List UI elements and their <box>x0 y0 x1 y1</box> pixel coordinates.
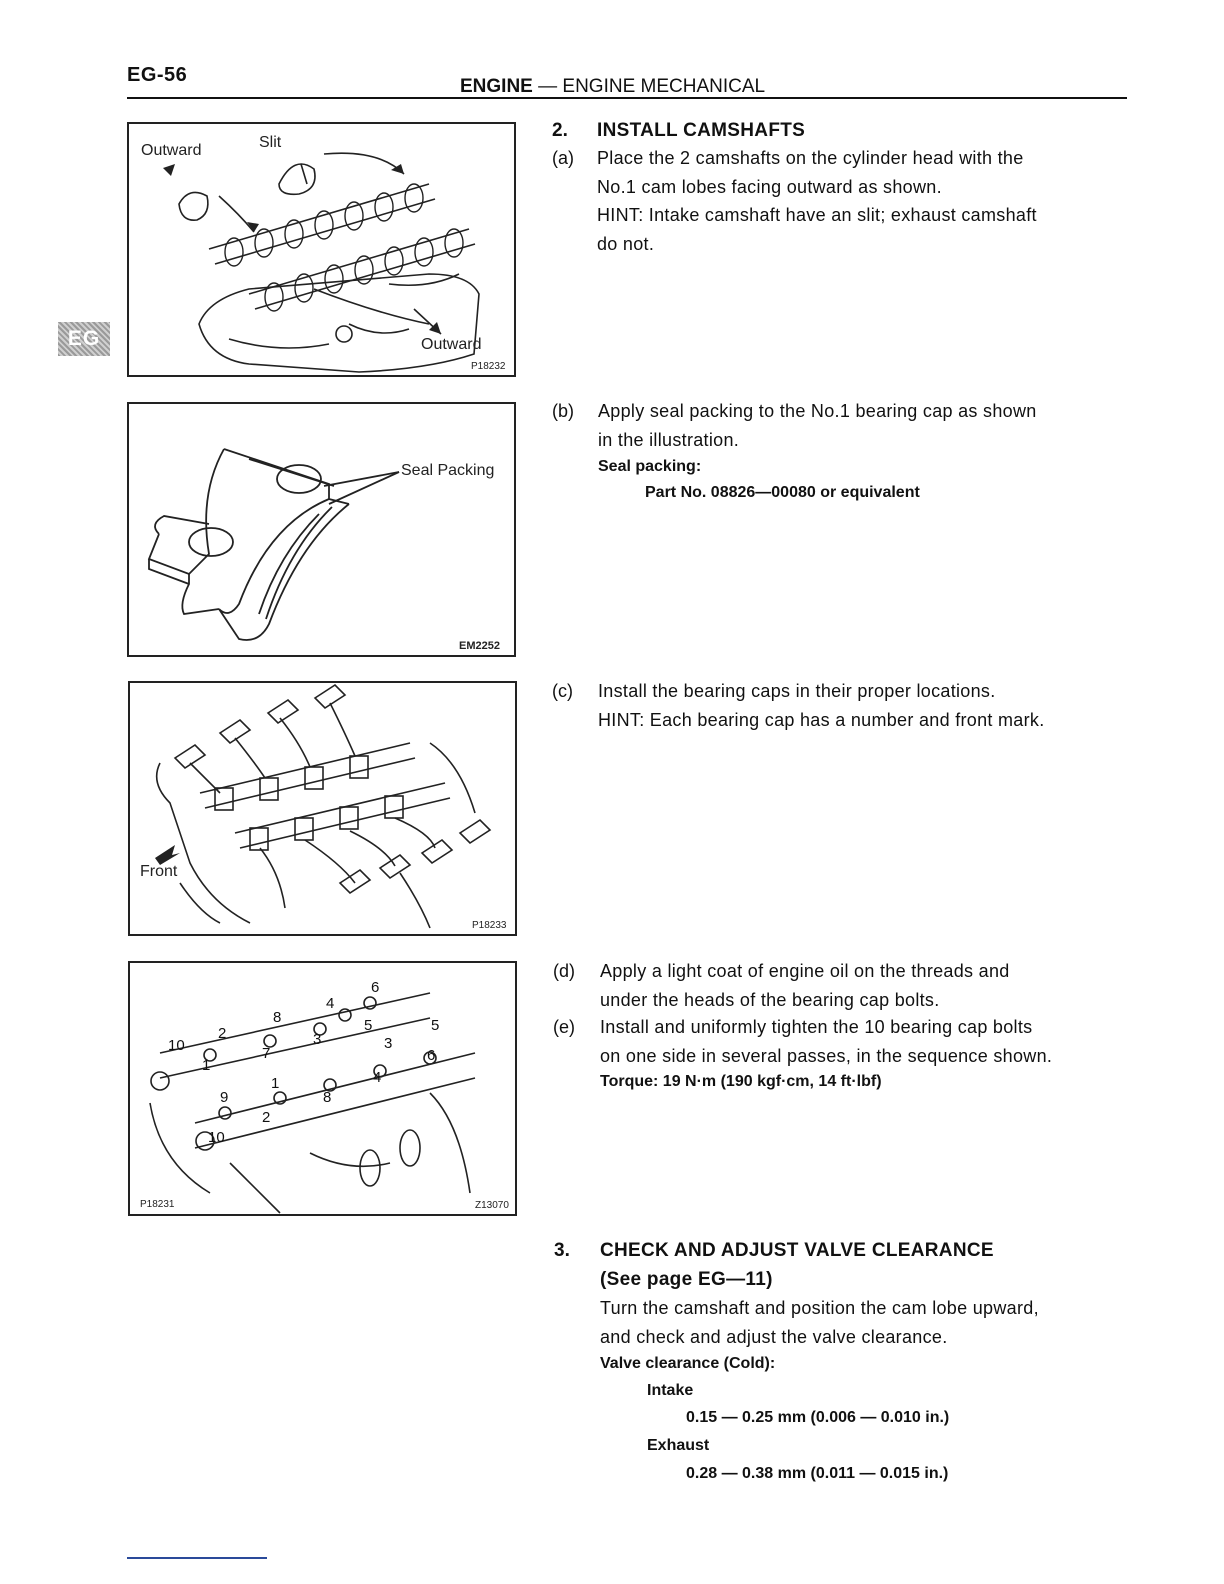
header-rule <box>127 97 1127 99</box>
seq-num: 4 <box>373 1069 382 1086</box>
text-line: HINT: Each bearing cap has a number and front mark. <box>598 709 1045 730</box>
seq-num: 3 <box>384 1035 393 1052</box>
figure-code: P18232 <box>471 361 506 372</box>
seq-num: 1 <box>271 1075 280 1092</box>
text-line: Install the bearing caps in their proper locations. <box>598 681 996 701</box>
bearing-caps-illustration <box>130 683 515 934</box>
text-line: Place the 2 camshafts on the cylinder head with the <box>597 148 1024 168</box>
text-line: No.1 cam lobes facing outward as shown. <box>597 176 942 197</box>
header-title-bold: ENGINE <box>460 76 533 97</box>
seq-num: 6 <box>427 1047 436 1064</box>
seq-num: 9 <box>220 1089 229 1106</box>
spec-label: Valve clearance (Cold): <box>600 1355 776 1372</box>
substep-label: (d) <box>553 961 575 981</box>
spec-value: Part No. 08826—00080 or equivalent <box>645 484 920 501</box>
step-text <box>600 1294 1039 1351</box>
intake-label: Intake <box>647 1382 694 1399</box>
substep-text <box>597 144 1037 258</box>
seq-num: 2 <box>262 1109 271 1126</box>
substep-label: (a) <box>552 148 574 168</box>
label-outward-bottom: Outward <box>421 336 482 353</box>
page-header-title <box>460 76 765 98</box>
seq-num: 5 <box>364 1017 373 1034</box>
label-front: Front <box>140 863 178 880</box>
label-seal-packing: Seal Packing <box>401 462 495 479</box>
seq-num: 5 <box>431 1017 440 1034</box>
label-outward-top: Outward <box>141 142 202 159</box>
substep-text <box>598 397 1037 454</box>
figure-code: P18233 <box>472 920 507 931</box>
text-line: Apply a light coat of engine oil on the threads and <box>600 961 1010 981</box>
substep-label: (e) <box>553 1017 575 1037</box>
seq-num: 2 <box>218 1025 227 1042</box>
substep-text <box>600 957 1010 1014</box>
label-slit: Slit <box>259 134 282 151</box>
seq-num: 1 <box>202 1057 211 1074</box>
intake-value: 0.15 — 0.25 mm (0.006 — 0.010 in.) <box>686 1409 950 1426</box>
exhaust-value: 0.28 — 0.38 mm (0.011 — 0.015 in.) <box>686 1465 949 1482</box>
step-number: 3. <box>554 1240 570 1261</box>
seq-num: 4 <box>326 995 335 1012</box>
page-number: EG-56 <box>127 64 188 86</box>
text-line: do not. <box>597 233 655 254</box>
text-line: Turn the camshaft and position the cam lobe upward, <box>600 1298 1039 1318</box>
substep-label: (c) <box>552 681 573 701</box>
spec-label: Seal packing: <box>598 458 702 475</box>
text-line: under the heads of the bearing cap bolts. <box>600 989 940 1010</box>
step-title: INSTALL CAMSHAFTS <box>597 120 806 141</box>
figure-camshafts <box>127 122 516 377</box>
seq-num: 10 <box>168 1037 185 1054</box>
section-tab: EG <box>58 322 110 356</box>
footer-rule <box>127 1557 267 1559</box>
torque-spec: Torque: 19 N·m (190 kgf·cm, 14 ft·lbf) <box>600 1073 882 1090</box>
seq-num: 7 <box>262 1045 271 1062</box>
step-title: CHECK AND ADJUST VALVE CLEARANCE <box>600 1240 994 1261</box>
page-reference: (See page EG—11) <box>600 1269 773 1290</box>
text-line: on one side in several passes, in the sequence shown. <box>600 1045 1053 1066</box>
text-line: Install and uniformly tighten the 10 bearing cap bolts <box>600 1017 1033 1037</box>
substep-text <box>598 677 1045 734</box>
substep-text <box>600 1013 1052 1070</box>
step-number: 2. <box>552 120 568 141</box>
header-title-rest: — ENGINE MECHANICAL <box>532 76 766 97</box>
text-line: HINT: Intake camshaft have an slit; exhaust camshaft <box>597 205 1037 225</box>
figure-code-left: P18231 <box>140 1199 175 1210</box>
text-line: in the illustration. <box>598 429 740 450</box>
figure-code-right: Z13070 <box>475 1200 509 1211</box>
bearing-cap-illustration <box>129 404 514 655</box>
seq-num: 6 <box>371 979 380 996</box>
figure-seal-packing <box>127 402 516 657</box>
text-line: Apply seal packing to the No.1 bearing cap as shown <box>598 401 1037 421</box>
seq-num: 8 <box>323 1089 332 1106</box>
figure-bearing-caps <box>128 681 517 936</box>
figure-code: EM2252 <box>459 640 500 652</box>
substep-label: (b) <box>552 401 574 421</box>
text-line: and check and adjust the valve clearance. <box>600 1326 948 1347</box>
seq-num: 10 <box>208 1129 225 1146</box>
exhaust-label: Exhaust <box>647 1437 710 1454</box>
seq-num: 3 <box>313 1031 322 1048</box>
seq-num: 8 <box>273 1009 282 1026</box>
figure-bolt-sequence <box>128 961 517 1216</box>
